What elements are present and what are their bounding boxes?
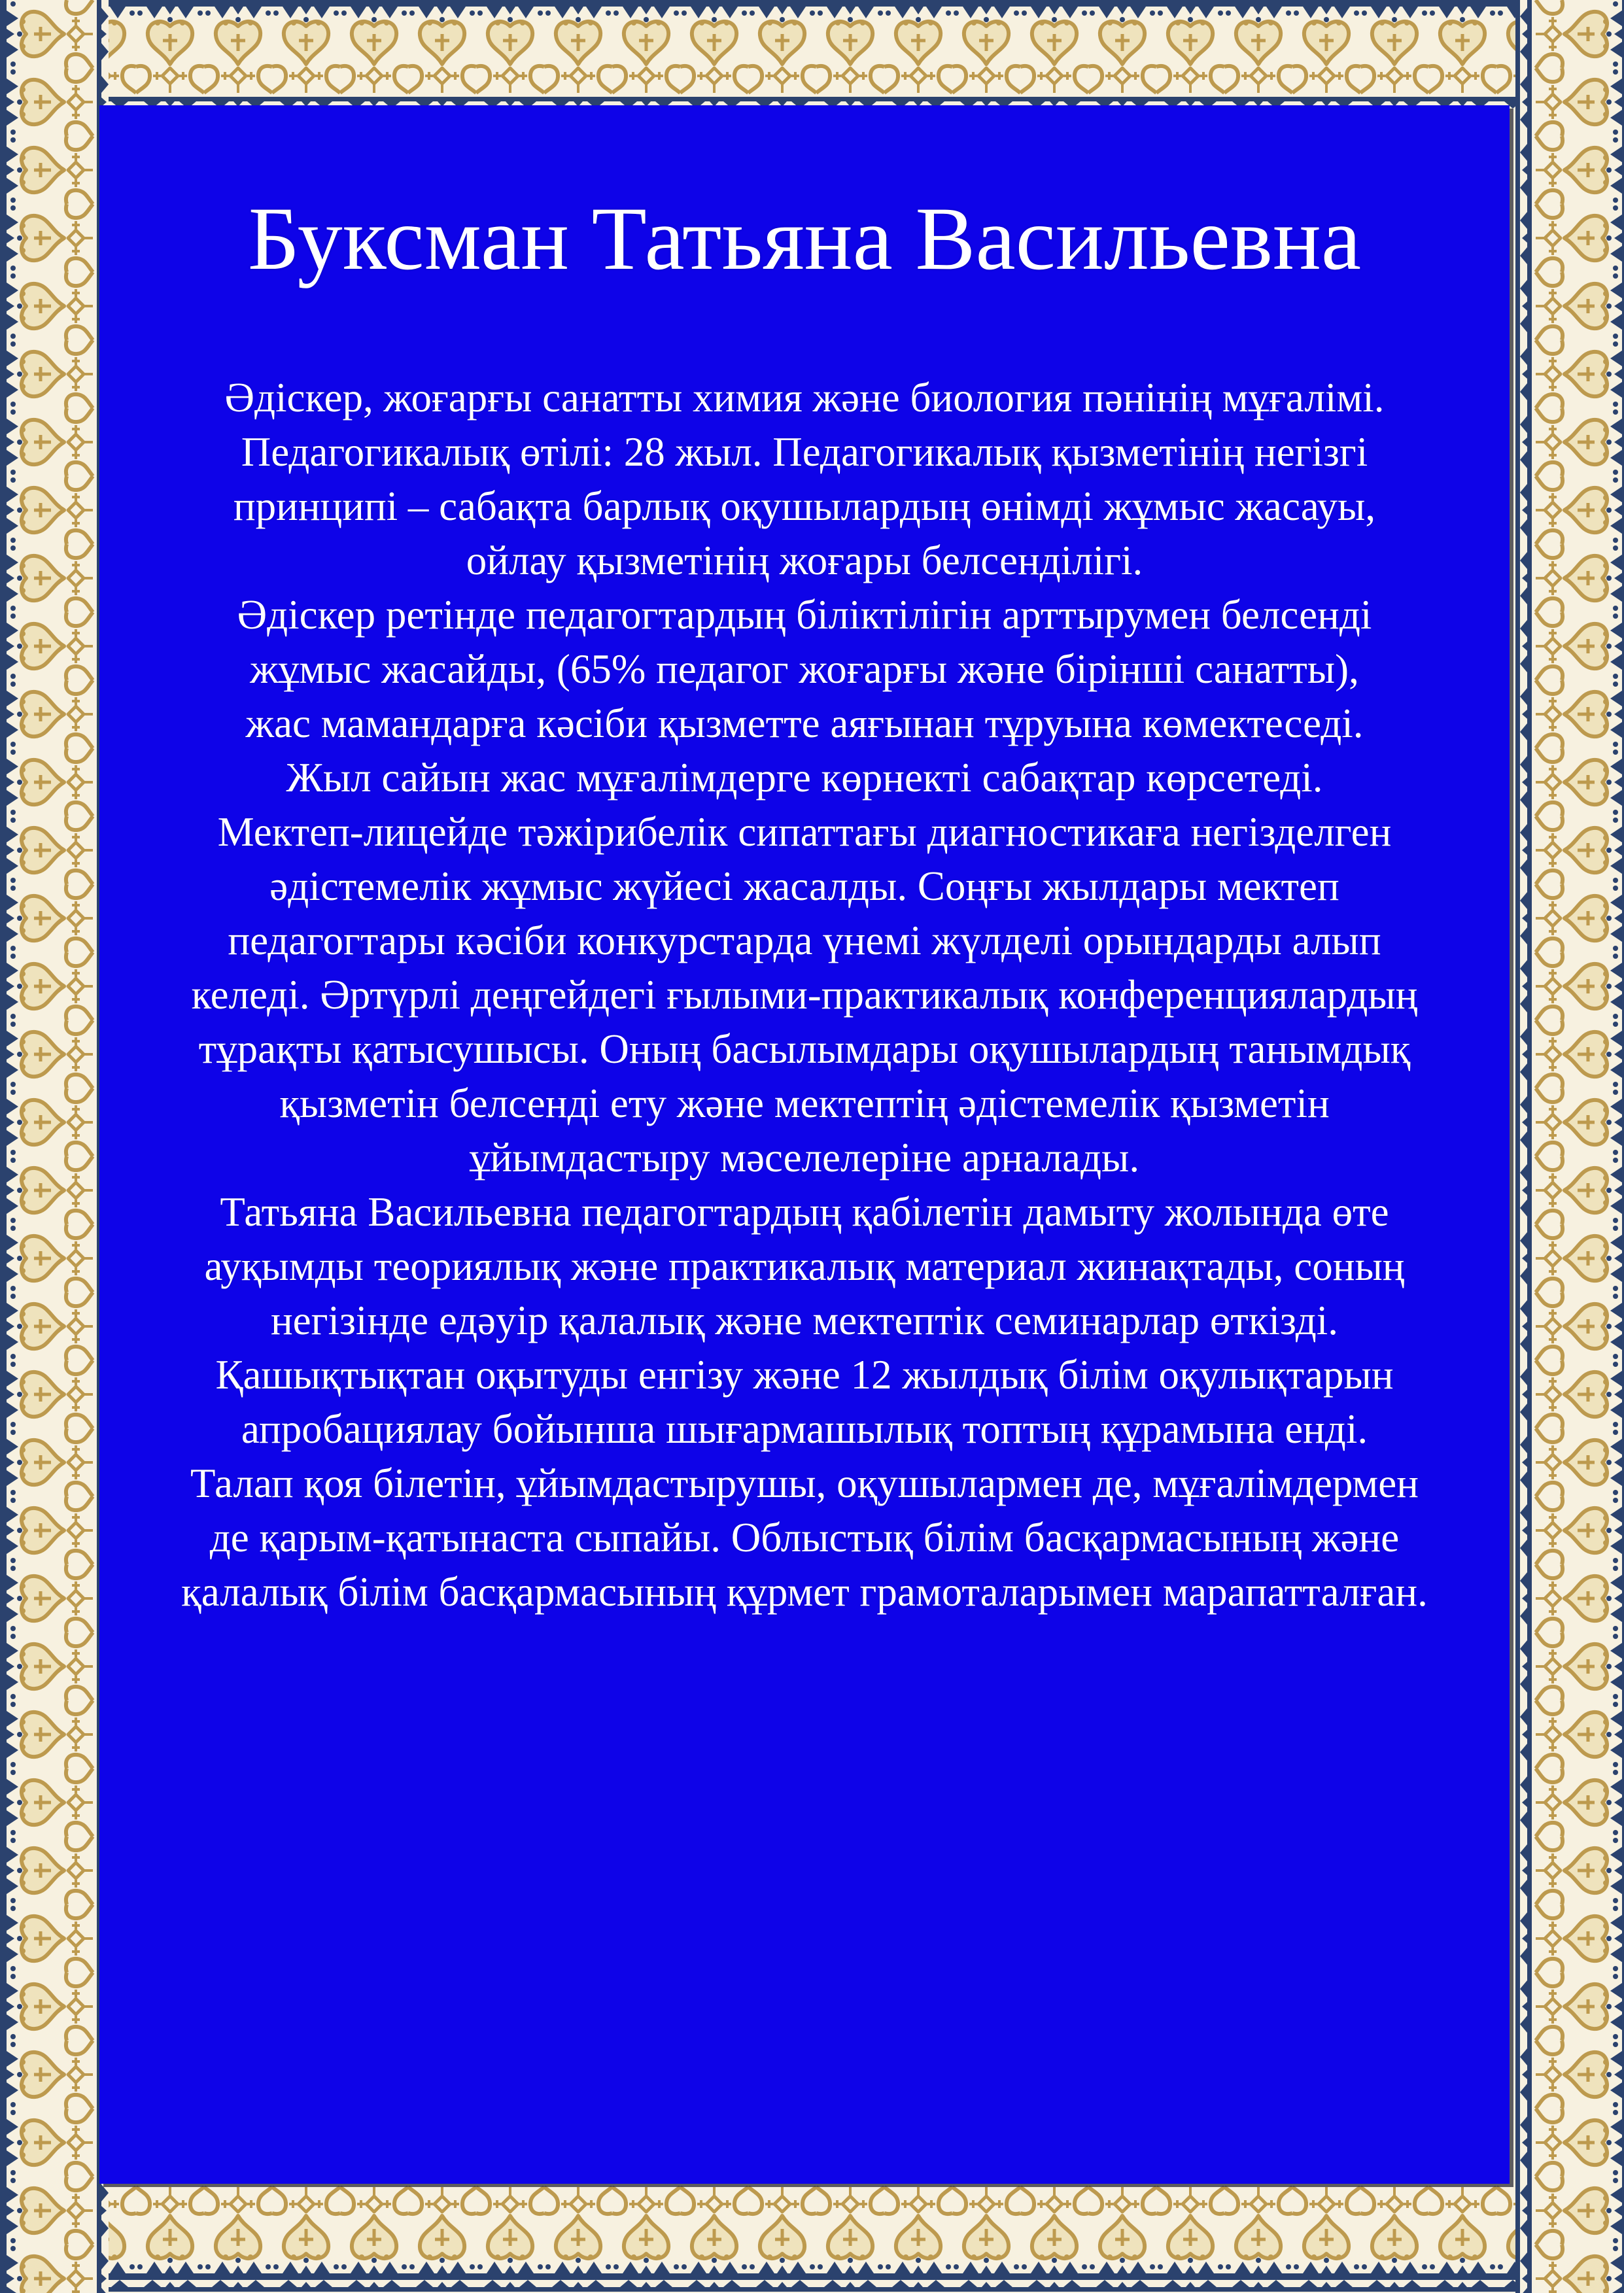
text-line: принципі – сабақта барлық оқушылардың өнімді жұмыс жасауы, xyxy=(233,483,1376,529)
text-line: әдістемелік жұмыс жүйесі жасалды. Соңғы жылдары мектеп xyxy=(269,863,1339,909)
text-line: Татьяна Васильевна педагогтардың қабілетін дамыту жолында өте xyxy=(220,1188,1389,1235)
text-line: педагогтары кәсіби конкурстарда үнемі жүлделі орындарды алып xyxy=(228,917,1381,963)
text-line: Жыл сайын жас мұғалімдерге көрнекті сабақтар көрсетеді. xyxy=(286,754,1323,801)
content-panel xyxy=(99,105,1510,2184)
text-line: негізінде едәуір қалалық және мектептік семинарлар өткізді. xyxy=(270,1297,1339,1343)
text-line: ойлау қызметінің жоғары белсенділігі. xyxy=(466,537,1143,583)
page-title: Буксман Татьяна Васильевна xyxy=(247,188,1362,288)
text-line: қалалық білім басқармасының құрмет грамоталарымен марапатталған. xyxy=(181,1568,1428,1615)
text-line: Қашықтықтан оқытуды енгізу және 12 жылдық білім оқулықтарын xyxy=(215,1351,1394,1398)
text-line: Әдіскер, жоғарғы санатты химия және биология пәнінің мұғалімі. xyxy=(224,374,1385,421)
text-line: ұйымдастыру мәселелеріне арналады. xyxy=(469,1134,1140,1181)
text-line: ауқымды теориялық және практикалық материал жинақтады, соның xyxy=(204,1243,1405,1289)
text-line: жұмыс жасайды, (65% педагог жоғарғы және бірінші санатты), xyxy=(250,646,1359,692)
text-line: апробациялау бойынша шығармашылық топтың құрамына енді. xyxy=(241,1405,1368,1452)
content-area xyxy=(99,105,1510,2184)
text-line: келеді. Әртүрлі деңгейдегі ғылыми-практикалық конференциялардың xyxy=(191,971,1418,1018)
text-line: Педагогикалық өтілі: 28 жыл. Педагогикалық қызметінің негізгі xyxy=(241,428,1368,475)
text-line: тұрақты қатысушысы. Оның басылымдары оқушылардың танымдық xyxy=(198,1026,1411,1072)
biography-text xyxy=(130,371,1479,1619)
text-line: Мектеп-лицейде тәжірибелік сипаттағы диагностикаға негізделген xyxy=(217,808,1392,855)
text-line: қызметін белсенді ету және мектептің әдістемелік қызметін xyxy=(279,1080,1330,1126)
text-line: жас мамандарға кәсіби қызметте аяғынан тұруына көмектеседі. xyxy=(245,700,1364,746)
text-line: Талап қоя білетін, ұйымдастырушы, оқушылармен де, мұғалімдермен xyxy=(190,1460,1419,1506)
text-line: де қарым-қатынаста сыпайы. Облыстық білім басқармасының және xyxy=(209,1514,1400,1560)
text-line: Әдіскер ретінде педагогтардың біліктілігін арттырумен белсенді xyxy=(237,591,1372,638)
